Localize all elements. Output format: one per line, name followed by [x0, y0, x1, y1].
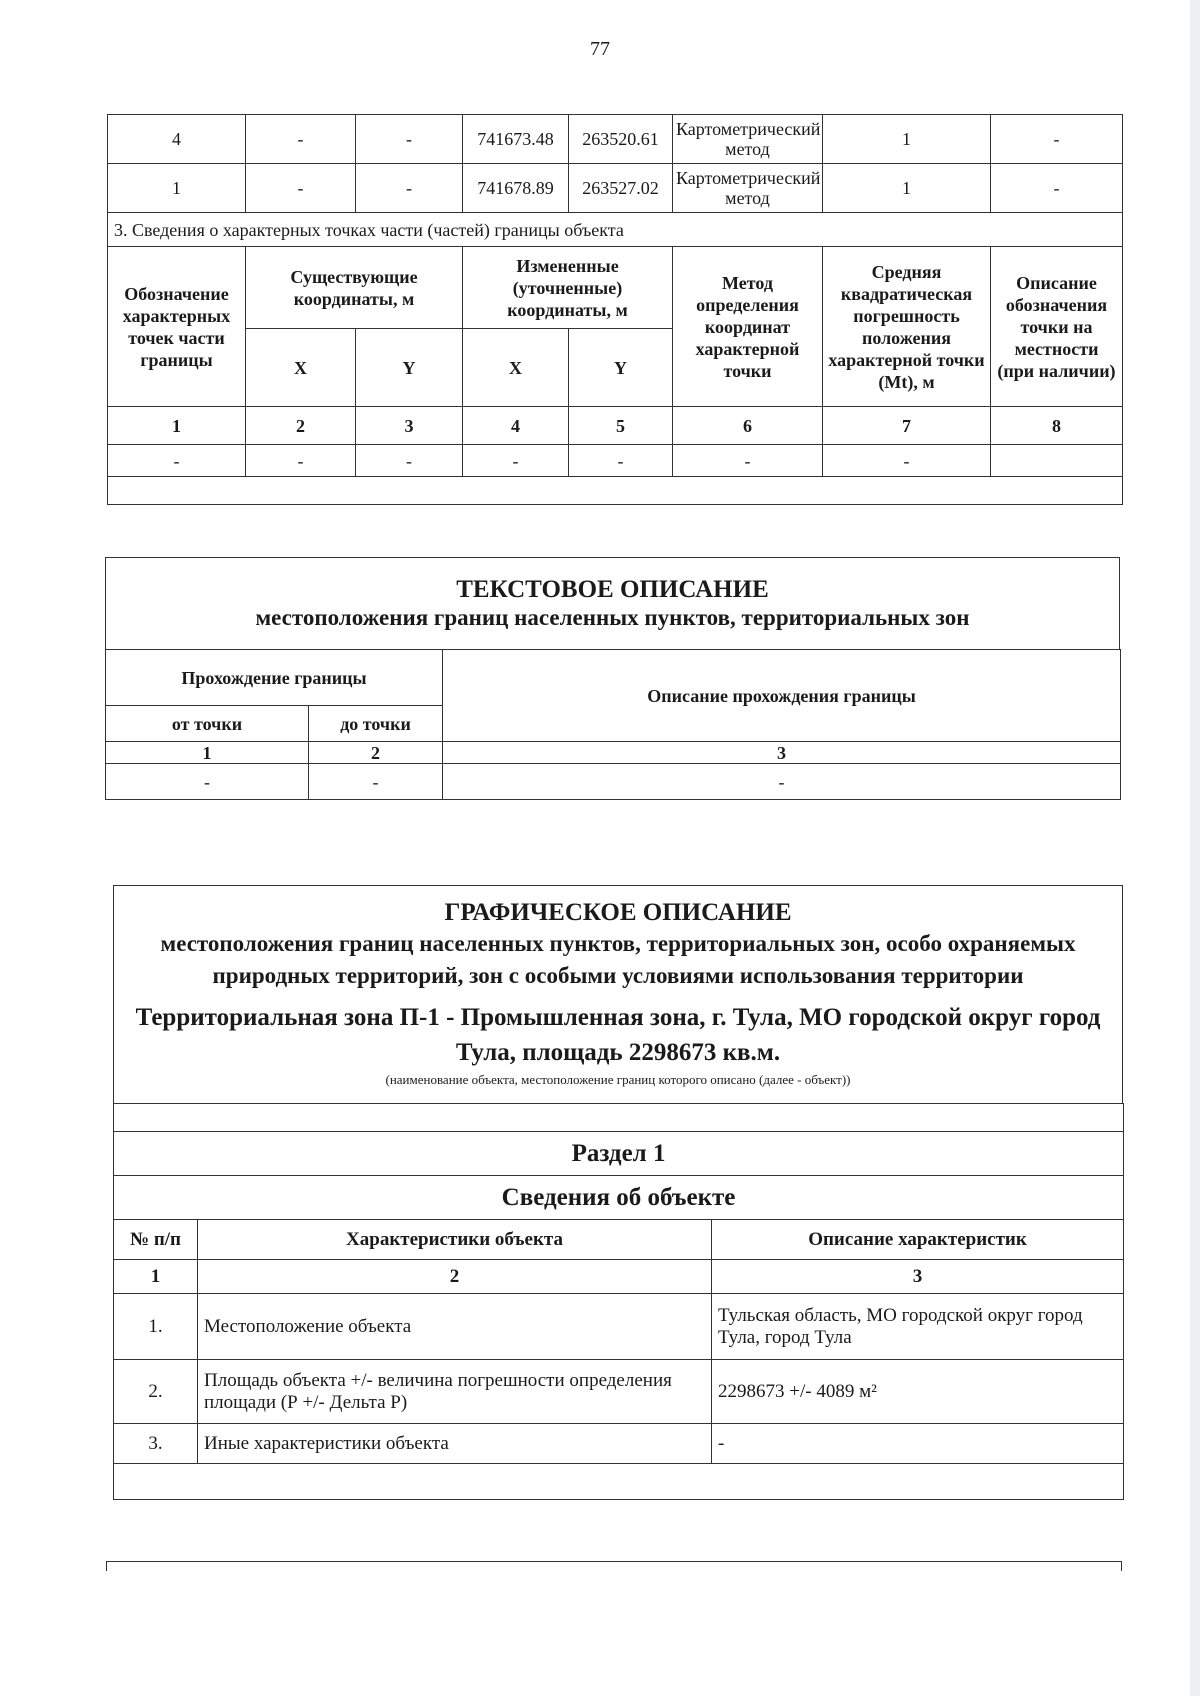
- table-row: [108, 477, 1123, 505]
- col-values: Описание характеристик: [712, 1220, 1124, 1260]
- col-num: № п/п: [114, 1220, 198, 1260]
- object-info-table: [113, 1103, 1124, 1500]
- col-to-point: до точки: [309, 706, 443, 742]
- text-description-header: [105, 557, 1120, 649]
- coordinates-table: [107, 114, 1123, 505]
- table-row: 1 - - 741678.89 263527.02 Картометрический метод 1 -: [108, 164, 1123, 213]
- col-point-label: Обозначение характерных точек части границы: [108, 247, 246, 407]
- section-heading: Сведения об объекте: [114, 1176, 1124, 1220]
- col-method: Метод определения координат характерной точки: [673, 247, 823, 407]
- col-accuracy: Средняя квадратическая погрешность положения характерной точки (Mt), м: [823, 247, 991, 407]
- text-description-title: ТЕКСТОВОЕ ОПИСАНИЕ: [456, 576, 769, 603]
- col-x: X: [463, 329, 569, 407]
- col-changed-coords: Измененные (уточненные) координаты, м: [463, 247, 673, 329]
- section-title: 3. Сведения о характерных точках части (частей) границы объекта: [108, 213, 1123, 247]
- graphic-description-subtitle: местоположения границ населенных пунктов, территориальных зон, особо охраняемых природных территорий, зон с особыми условиями использования территории: [160, 931, 1076, 988]
- col-characteristics: Характеристики объекта: [198, 1220, 712, 1260]
- col-x: X: [246, 329, 356, 407]
- table-row: - - - - - - -: [108, 445, 1123, 477]
- col-y: Y: [356, 329, 463, 407]
- bottom-divider: [106, 1561, 1122, 1562]
- object-note: (наименование объекта, местоположение границ которого описано (далее - объект)): [385, 1072, 851, 1087]
- col-y: Y: [569, 329, 673, 407]
- col-description: Описание обозначения точки на местности (при наличии): [991, 247, 1123, 407]
- table-row: 3. Иные характеристики объекта -: [114, 1424, 1124, 1464]
- col-existing-coords: Существующие координаты, м: [246, 247, 463, 329]
- column-numbers-row: 1 2 3 4 5 6 7 8: [108, 407, 1123, 445]
- col-passage: Прохождение границы: [106, 650, 443, 706]
- section-number: Раздел 1: [114, 1132, 1124, 1176]
- table-row: - - -: [106, 764, 1121, 800]
- section-title-row: [108, 213, 1123, 247]
- object-name: Территориальная зона П-1 - Промышленная зона, г. Тула, МО городской округ город Тула, площадь 2298673 кв.м.: [135, 1004, 1101, 1066]
- column-numbers-row: 1 2 3: [106, 742, 1121, 764]
- text-description-subtitle: местоположения границ населенных пунктов, территориальных зон: [255, 605, 970, 630]
- table-row: 4 - - 741673.48 263520.61 Картометрический метод 1 -: [108, 115, 1123, 164]
- graphic-description-title: ГРАФИЧЕСКОЕ ОПИСАНИЕ: [444, 899, 792, 926]
- table-row: 1. Местоположение объекта Тульская область, МО городской округ город Тула, город Тула: [114, 1294, 1124, 1360]
- col-from-point: от точки: [106, 706, 309, 742]
- page-edge-shadow: [1190, 0, 1200, 1696]
- boundary-passage-table: [105, 649, 1121, 800]
- col-passage-description: Описание прохождения границы: [443, 650, 1121, 742]
- graphic-description-header: [113, 885, 1123, 1103]
- page-number: 77: [590, 38, 610, 60]
- table-row: 2. Площадь объекта +/- величина погрешности определения площади (Р +/- Дельта Р) 2298673 +/- 4089 м²: [114, 1360, 1124, 1424]
- column-numbers-row: 1 2 3: [114, 1260, 1124, 1294]
